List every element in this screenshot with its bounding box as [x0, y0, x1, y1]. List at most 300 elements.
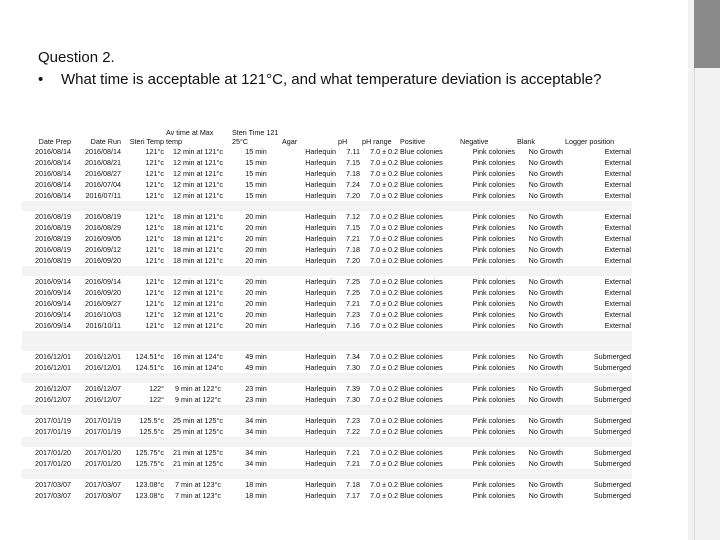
table-row: [22, 168, 632, 179]
table-row: [22, 447, 632, 458]
cell-logger-position: External: [604, 147, 631, 156]
separator-cell: [72, 201, 122, 211]
cell-steri-temp: 123.08°c: [135, 480, 164, 489]
cell-blank: No Growth: [528, 169, 563, 178]
table-row: [22, 287, 632, 298]
cell-steri-temp: 121°c: [145, 212, 164, 221]
cell-ph-range: 7.0 ± 0.2: [370, 480, 398, 489]
cell-date-run: 2017/01/20: [85, 448, 121, 457]
cell-date-prep: 2017/01/19: [35, 416, 71, 425]
column-header-date-run: Date Run: [90, 137, 121, 146]
cell-steri-temp: 121°c: [145, 299, 164, 308]
separator-cell: [72, 469, 122, 479]
cell-date-prep: 2016/08/19: [35, 212, 71, 221]
cell-av-time-max-temp: 7 min at 123°c: [174, 480, 222, 489]
cell-ph-range: 7.0 ± 0.2: [370, 234, 398, 243]
cell-positive: Blue colonies: [400, 416, 443, 425]
cell-ph: 7.12: [346, 212, 360, 221]
cell-av-time-max-temp: 16 min at 124°c: [172, 363, 224, 372]
cell-positive: Blue colonies: [400, 299, 443, 308]
cell-av-time-max-temp: 12 min at 121°c: [172, 180, 224, 189]
cell-av-time-max-temp: 12 min at 121°c: [172, 321, 224, 330]
table-row: [22, 351, 632, 362]
cell-date-run: 2016/08/27: [85, 169, 121, 178]
cell-logger-position: Submerged: [593, 363, 631, 372]
cell-positive: Blue colonies: [400, 191, 443, 200]
cell-steri-time: 49 min: [245, 352, 267, 361]
separator-cell: [337, 437, 361, 447]
cell-positive: Blue colonies: [400, 212, 443, 221]
cell-agar: Harlequin: [305, 448, 336, 457]
cell-steri-time: 15 min: [245, 158, 267, 167]
cell-ph: 7.16: [346, 321, 360, 330]
separator-cell: [165, 201, 231, 211]
separator-cell: [165, 331, 231, 341]
separator-cell: [122, 201, 165, 211]
separator-cell: [231, 201, 281, 211]
cell-agar: Harlequin: [305, 459, 336, 468]
cell-blank: No Growth: [528, 256, 563, 265]
cell-date-run: 2016/12/07: [85, 384, 121, 393]
group-separator: [22, 437, 632, 447]
cell-ph: 7.18: [346, 245, 360, 254]
cell-date-prep: 2016/08/14: [35, 169, 71, 178]
cell-av-time-max-temp: 12 min at 121°c: [172, 169, 224, 178]
cell-ph: 7.34: [346, 352, 360, 361]
separator-cell: [399, 469, 459, 479]
separator-cell: [399, 405, 459, 415]
cell-ph-range: 7.0 ± 0.2: [370, 310, 398, 319]
cell-negative: Pink colonies: [472, 416, 515, 425]
cell-blank: No Growth: [528, 288, 563, 297]
separator-cell: [72, 437, 122, 447]
cell-logger-position: Submerged: [593, 448, 631, 457]
cell-blank: No Growth: [528, 395, 563, 404]
cell-ph: 7.18: [346, 480, 360, 489]
cell-positive: Blue colonies: [400, 491, 443, 500]
cell-ph-range: 7.0 ± 0.2: [370, 223, 398, 232]
cell-blank: No Growth: [528, 363, 563, 372]
separator-cell: [337, 201, 361, 211]
column-header-ph: pH: [338, 137, 348, 146]
separator-cell: [459, 201, 516, 211]
cell-ph: 7.18: [346, 169, 360, 178]
cell-blank: No Growth: [528, 245, 563, 254]
cell-ph: 7.30: [346, 363, 360, 372]
group-separator: [22, 266, 632, 276]
separator-cell: [72, 266, 122, 276]
separator-cell: [361, 405, 399, 415]
question-title: Question 2.: [38, 49, 115, 66]
separator-cell: [399, 341, 459, 351]
separator-cell: [564, 437, 632, 447]
cell-av-time-max-temp: 21 min at 125°c: [172, 459, 224, 468]
cell-agar: Harlequin: [305, 169, 336, 178]
decorative-side-strip: [688, 0, 720, 540]
cell-date-run: 2017/03/07: [85, 480, 121, 489]
cell-negative: Pink colonies: [472, 299, 515, 308]
table-row: [22, 222, 632, 233]
cell-date-prep: 2016/09/14: [35, 288, 71, 297]
cell-steri-temp: 121°c: [145, 288, 164, 297]
table-row: [22, 309, 632, 320]
separator-cell: [72, 373, 122, 383]
bullet-icon: •: [38, 71, 44, 88]
cell-blank: No Growth: [528, 223, 563, 232]
cell-steri-time: 20 min: [245, 245, 267, 254]
cell-steri-temp: 121°c: [145, 321, 164, 330]
cell-av-time-max-temp: 21 min at 125°c: [172, 448, 224, 457]
cell-steri-temp: 125.75°c: [135, 448, 164, 457]
separator-cell: [281, 437, 337, 447]
cell-positive: Blue colonies: [400, 384, 443, 393]
cell-av-time-max-temp: 18 min at 121°c: [172, 223, 224, 232]
separator-cell: [231, 373, 281, 383]
cell-ph-range: 7.0 ± 0.2: [370, 158, 398, 167]
cell-date-run: 2016/07/04: [85, 180, 121, 189]
separator-cell: [22, 266, 72, 276]
cell-ph: 7.24: [346, 180, 360, 189]
cell-negative: Pink colonies: [472, 191, 515, 200]
cell-date-run: 2016/12/01: [85, 352, 121, 361]
table-row: [22, 233, 632, 244]
table-row: [22, 362, 632, 373]
separator-cell: [165, 373, 231, 383]
separator-cell: [459, 373, 516, 383]
separator-cell: [281, 469, 337, 479]
cell-date-prep: 2016/12/01: [35, 352, 71, 361]
cell-steri-time: 34 min: [245, 427, 267, 436]
cell-positive: Blue colonies: [400, 245, 443, 254]
table-row: [22, 146, 632, 157]
cell-ph-range: 7.0 ± 0.2: [370, 191, 398, 200]
cell-logger-position: External: [604, 212, 631, 221]
separator-cell: [459, 341, 516, 351]
cell-negative: Pink colonies: [472, 223, 515, 232]
table-row: [22, 458, 632, 469]
separator-cell: [22, 469, 72, 479]
table-row: [22, 211, 632, 222]
cell-negative: Pink colonies: [472, 395, 515, 404]
cell-agar: Harlequin: [305, 223, 336, 232]
cell-steri-time: 20 min: [245, 277, 267, 286]
cell-logger-position: Submerged: [593, 416, 631, 425]
cell-positive: Blue colonies: [400, 427, 443, 436]
separator-cell: [361, 201, 399, 211]
cell-date-prep: 2016/09/14: [35, 321, 71, 330]
cell-ph: 7.23: [346, 416, 360, 425]
cell-positive: Blue colonies: [400, 310, 443, 319]
separator-cell: [165, 266, 231, 276]
cell-negative: Pink colonies: [472, 384, 515, 393]
cell-agar: Harlequin: [305, 158, 336, 167]
cell-negative: Pink colonies: [472, 491, 515, 500]
group-separator: [22, 331, 632, 341]
cell-agar: Harlequin: [305, 191, 336, 200]
separator-cell: [22, 405, 72, 415]
cell-negative: Pink colonies: [472, 212, 515, 221]
separator-cell: [564, 341, 632, 351]
cell-date-run: 2016/12/07: [85, 395, 121, 404]
cell-blank: No Growth: [528, 158, 563, 167]
cell-av-time-max-temp: 12 min at 121°c: [172, 277, 224, 286]
cell-steri-time: 20 min: [245, 321, 267, 330]
separator-cell: [72, 341, 122, 351]
table-header-row: [22, 126, 632, 146]
cell-steri-temp: 125.5°c: [139, 416, 164, 425]
cell-steri-temp: 121°c: [145, 180, 164, 189]
cell-date-run: 2016/09/27: [85, 299, 121, 308]
separator-cell: [231, 469, 281, 479]
cell-logger-position: External: [604, 288, 631, 297]
cell-date-prep: 2016/08/19: [35, 234, 71, 243]
cell-ph-range: 7.0 ± 0.2: [370, 395, 398, 404]
cell-steri-time: 20 min: [245, 256, 267, 265]
cell-blank: No Growth: [528, 427, 563, 436]
separator-cell: [165, 469, 231, 479]
results-table-container: [22, 126, 632, 501]
cell-blank: No Growth: [528, 299, 563, 308]
cell-steri-temp: 125.75°c: [135, 459, 164, 468]
cell-steri-time: 49 min: [245, 363, 267, 372]
cell-ph: 7.25: [346, 277, 360, 286]
cell-ph: 7.39: [346, 384, 360, 393]
group-separator: [22, 405, 632, 415]
separator-cell: [22, 331, 72, 341]
cell-date-run: 2016/10/03: [85, 310, 121, 319]
cell-av-time-max-temp: 9 min at 122°c: [174, 384, 222, 393]
cell-agar: Harlequin: [305, 234, 336, 243]
cell-negative: Pink colonies: [472, 448, 515, 457]
cell-negative: Pink colonies: [472, 352, 515, 361]
cell-date-prep: 2016/12/07: [35, 384, 71, 393]
separator-cell: [516, 437, 564, 447]
cell-ph-range: 7.0 ± 0.2: [370, 256, 398, 265]
cell-steri-time: 18 min: [245, 480, 267, 489]
cell-logger-position: Submerged: [593, 480, 631, 489]
separator-cell: [337, 373, 361, 383]
cell-logger-position: External: [604, 245, 631, 254]
cell-ph: 7.15: [346, 158, 360, 167]
column-header-date-prep: Date Prep: [38, 137, 71, 146]
cell-ph: 7.23: [346, 310, 360, 319]
cell-logger-position: Submerged: [593, 384, 631, 393]
separator-cell: [361, 331, 399, 341]
separator-cell: [22, 201, 72, 211]
cell-agar: Harlequin: [305, 288, 336, 297]
column-header-negative: Negative: [460, 137, 489, 146]
cell-logger-position: Submerged: [593, 491, 631, 500]
separator-cell: [231, 266, 281, 276]
separator-cell: [122, 341, 165, 351]
cell-ph: 7.20: [346, 191, 360, 200]
separator-cell: [231, 341, 281, 351]
separator-cell: [165, 437, 231, 447]
cell-positive: Blue colonies: [400, 395, 443, 404]
cell-av-time-max-temp: 16 min at 124°c: [172, 352, 224, 361]
cell-steri-temp: 124.51°c: [135, 352, 164, 361]
column-header-steri-time: Steri Time 121 25°C: [232, 128, 279, 146]
separator-cell: [22, 373, 72, 383]
cell-positive: Blue colonies: [400, 321, 443, 330]
separator-cell: [281, 373, 337, 383]
cell-ph-range: 7.0 ± 0.2: [370, 147, 398, 156]
cell-negative: Pink colonies: [472, 459, 515, 468]
cell-ph: 7.20: [346, 256, 360, 265]
cell-date-prep: 2017/01/20: [35, 459, 71, 468]
cell-blank: No Growth: [528, 212, 563, 221]
separator-cell: [72, 405, 122, 415]
table-row: [22, 426, 632, 437]
cell-agar: Harlequin: [305, 245, 336, 254]
cell-positive: Blue colonies: [400, 180, 443, 189]
cell-ph: 7.21: [346, 459, 360, 468]
cell-positive: Blue colonies: [400, 288, 443, 297]
side-accent-band: [694, 0, 720, 68]
separator-cell: [337, 341, 361, 351]
separator-cell: [564, 469, 632, 479]
cell-positive: Blue colonies: [400, 223, 443, 232]
table-row: [22, 157, 632, 168]
cell-negative: Pink colonies: [472, 245, 515, 254]
cell-steri-time: 34 min: [245, 448, 267, 457]
separator-cell: [361, 469, 399, 479]
separator-cell: [516, 405, 564, 415]
cell-positive: Blue colonies: [400, 363, 443, 372]
table-row: [22, 320, 632, 331]
separator-cell: [281, 266, 337, 276]
cell-positive: Blue colonies: [400, 169, 443, 178]
cell-steri-time: 20 min: [245, 288, 267, 297]
cell-negative: Pink colonies: [472, 169, 515, 178]
cell-agar: Harlequin: [305, 310, 336, 319]
cell-date-prep: 2017/01/20: [35, 448, 71, 457]
cell-date-run: 2016/09/20: [85, 256, 121, 265]
cell-steri-temp: 121°c: [145, 158, 164, 167]
cell-negative: Pink colonies: [472, 321, 515, 330]
cell-date-prep: 2016/08/19: [35, 256, 71, 265]
cell-steri-temp: 122°: [149, 395, 164, 404]
separator-cell: [399, 437, 459, 447]
cell-logger-position: Submerged: [593, 427, 631, 436]
cell-steri-time: 23 min: [245, 384, 267, 393]
separator-cell: [399, 373, 459, 383]
cell-ph-range: 7.0 ± 0.2: [370, 416, 398, 425]
cell-av-time-max-temp: 12 min at 121°c: [172, 310, 224, 319]
separator-cell: [516, 341, 564, 351]
cell-logger-position: External: [604, 310, 631, 319]
cell-ph: 7.25: [346, 288, 360, 297]
cell-steri-time: 34 min: [245, 459, 267, 468]
column-header-blank: Blank: [517, 137, 535, 146]
separator-cell: [564, 266, 632, 276]
cell-blank: No Growth: [528, 459, 563, 468]
cell-logger-position: Submerged: [593, 395, 631, 404]
cell-steri-time: 20 min: [245, 212, 267, 221]
cell-agar: Harlequin: [305, 480, 336, 489]
cell-av-time-max-temp: 25 min at 125°c: [172, 416, 224, 425]
cell-positive: Blue colonies: [400, 234, 443, 243]
cell-date-prep: 2016/12/07: [35, 395, 71, 404]
separator-cell: [337, 469, 361, 479]
cell-steri-temp: 121°c: [145, 234, 164, 243]
separator-cell: [459, 405, 516, 415]
separator-cell: [281, 341, 337, 351]
column-header-agar: Agar: [282, 137, 298, 146]
separator-cell: [122, 373, 165, 383]
cell-logger-position: External: [604, 256, 631, 265]
cell-logger-position: External: [604, 299, 631, 308]
cell-agar: Harlequin: [305, 416, 336, 425]
column-header-steri-temp: Steri Temp: [129, 137, 164, 146]
cell-blank: No Growth: [528, 491, 563, 500]
cell-av-time-max-temp: 12 min at 121°c: [172, 158, 224, 167]
separator-cell: [564, 331, 632, 341]
cell-date-prep: 2016/08/14: [35, 147, 71, 156]
cell-steri-temp: 121°c: [145, 191, 164, 200]
cell-agar: Harlequin: [305, 491, 336, 500]
cell-date-prep: 2016/09/14: [35, 299, 71, 308]
cell-agar: Harlequin: [305, 277, 336, 286]
cell-av-time-max-temp: 25 min at 125°c: [172, 427, 224, 436]
separator-cell: [165, 341, 231, 351]
cell-logger-position: External: [604, 191, 631, 200]
cell-agar: Harlequin: [305, 212, 336, 221]
separator-cell: [337, 405, 361, 415]
cell-date-prep: 2016/08/19: [35, 223, 71, 232]
cell-agar: Harlequin: [305, 395, 336, 404]
separator-cell: [231, 331, 281, 341]
cell-steri-time: 15 min: [245, 169, 267, 178]
table-row: [22, 190, 632, 201]
separator-cell: [122, 405, 165, 415]
cell-steri-time: 20 min: [245, 234, 267, 243]
cell-agar: Harlequin: [305, 321, 336, 330]
group-separator: [22, 373, 632, 383]
cell-date-prep: 2016/09/14: [35, 310, 71, 319]
cell-blank: No Growth: [528, 416, 563, 425]
cell-logger-position: External: [604, 234, 631, 243]
cell-negative: Pink colonies: [472, 288, 515, 297]
cell-steri-temp: 121°c: [145, 310, 164, 319]
cell-positive: Blue colonies: [400, 158, 443, 167]
cell-ph-range: 7.0 ± 0.2: [370, 245, 398, 254]
side-divider: [694, 0, 695, 540]
cell-steri-temp: 121°c: [145, 245, 164, 254]
cell-ph: 7.22: [346, 427, 360, 436]
separator-cell: [399, 331, 459, 341]
cell-negative: Pink colonies: [472, 180, 515, 189]
cell-date-prep: 2016/08/14: [35, 180, 71, 189]
separator-cell: [337, 331, 361, 341]
cell-logger-position: Submerged: [593, 352, 631, 361]
separator-cell: [122, 469, 165, 479]
cell-negative: Pink colonies: [472, 158, 515, 167]
cell-steri-temp: 121°c: [145, 256, 164, 265]
cell-agar: Harlequin: [305, 363, 336, 372]
cell-ph-range: 7.0 ± 0.2: [370, 491, 398, 500]
cell-date-prep: 2016/08/14: [35, 158, 71, 167]
cell-logger-position: External: [604, 180, 631, 189]
cell-av-time-max-temp: 9 min at 122°c: [174, 395, 222, 404]
separator-cell: [22, 341, 72, 351]
cell-negative: Pink colonies: [472, 363, 515, 372]
separator-cell: [564, 405, 632, 415]
cell-ph: 7.11: [346, 147, 360, 156]
group-separator: [22, 341, 632, 351]
cell-logger-position: External: [604, 321, 631, 330]
cell-av-time-max-temp: 12 min at 121°c: [172, 299, 224, 308]
